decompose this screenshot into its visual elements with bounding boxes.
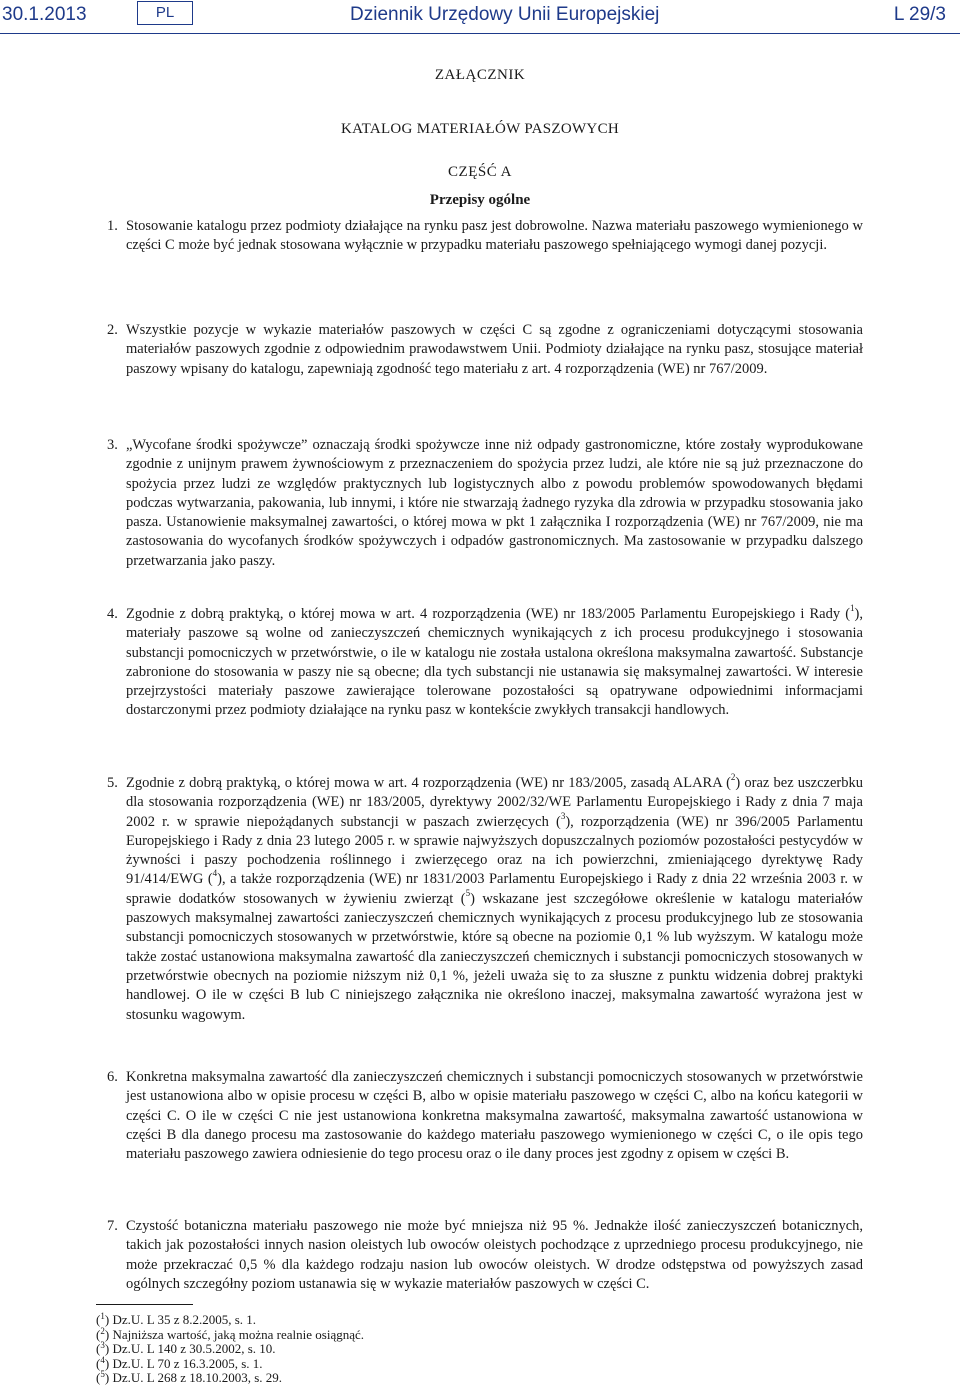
paragraph-text: „Wycofane środki spożywcze” oznaczają środki spożywcze inne niż odpady gastronomiczne, które zostały wyprodukowane zgodnie z unijnym prawem żywnościowym z przeznaczeniem do spożycia przez ludzi, ale które nie są już przeznaczone do spożycia przez ludzi ze względów praktycznych lub logistycznych albo z powodu problemów spowodowanych błędami podczas wytwarzania, pakowania, lub innymi, i które nie stwarzają żadnego ryzyka dla zdrowia w przypadku stosowania jako pasza. Ustanowienie maksymalnej zawartości, o której mowa w pkt 1 załącznika I rozporządzenia (WE) nr 767/2009, nie ma zastosowania do wycofanych środków spożywczych i odpadów gastronomicznych. Ma zastosowanie w przypadku dalszego przetwarzania jako paszy.: [126, 437, 863, 569]
paragraph-text: Czystość botaniczna materiału paszowego nie może być mniejsza niż 95 %. Jednakże ilość zanieczyszczeń botanicznych, takich jak pozostałości innych nasion oleistych lub owoców oleistych pochodzące z uprzedniego procesu produkcyjnego, nie może przekraczać 0,5 % dla każdego rodzaju nasion lub owoców oleistych. W drodze odstępstwa od powyższych zasad ogólnych szczegółny poziom ustanawia się w wykazie materiałów paszowych w części C.: [126, 1218, 863, 1292]
header-rule: [0, 33, 960, 34]
footnote-4: ($^4$) Dz.U. L 70 z 16.3.2005, s. 1.: [96, 1354, 263, 1371]
footnotes: [96, 1313, 596, 1386]
paragraph-4: [107, 605, 863, 721]
section-heading: Przepisy ogólne: [429, 192, 531, 208]
footnote-ref[interactable]: 3: [560, 810, 566, 821]
paragraph-text: Wszystkie pozycje w wykazie materiałów paszowych w części C są zgodne z ograniczeniami dotyczącymi stosowania materiałów paszowych zgodnie z odpowiednim prawodawstwem Unii. Podmioty działające na rynku pasz, stosujące materiał paszowy wpisany do katalogu, zapewniają zgodność tego materiału z art. 4 rozporządzenia (WE) nr 767/2009.: [126, 322, 863, 377]
paragraph-5: [107, 774, 863, 1025]
footnote-2: ($^2$) Najniższa wartość, jaką można realnie osiągnąć.: [96, 1325, 365, 1342]
paragraph-text: Stosowanie katalogu przez podmioty działające na rynku pasz jest dobrowolne. Nazwa materiału paszowego wymienionego w części C może być jednak stosowana wyłącznie w przypadku materiału paszowego spełniającego wymogi danej pozycji.: [126, 218, 863, 254]
paragraph-7: [107, 1217, 863, 1294]
paragraph-2: [107, 321, 863, 379]
footnote-1: ($^1$) Dz.U. L 35 z 8.2.2005, s. 1.: [96, 1311, 257, 1327]
paragraph-number: 5.: [107, 775, 118, 791]
paragraph-6: [107, 1068, 863, 1164]
paragraph-1: [107, 217, 863, 256]
footnote-ref[interactable]: 5: [465, 887, 471, 898]
paragraph-number: 6.: [107, 1069, 118, 1085]
paragraph-number: 3.: [107, 437, 118, 453]
footnote-ref[interactable]: 4: [212, 868, 218, 879]
paragraph-number: 7.: [107, 1218, 118, 1234]
footnote-3: ($^3$) Dz.U. L 140 z 30.5.2002, s. 10.: [96, 1340, 276, 1357]
footnote-ref[interactable]: 1: [850, 603, 855, 613]
footnote-ref[interactable]: 2: [730, 772, 736, 782]
catalog-heading: KATALOG MATERIAŁÓW PASZOWYCH: [340, 121, 620, 137]
paragraph-number: 4.: [107, 606, 118, 622]
paragraph-number: 1.: [107, 218, 118, 234]
annex-heading: ZAŁĄCZNIK: [434, 67, 526, 83]
paragraph-text: Konkretna maksymalna zawartość dla zanieczyszczeń chemicznych i substancji pomocniczych stosowanych w przetwórstwie jest ustanowiona albo w opisie procesu w części B, albo w opisie materiału paszowego w części C, albo na końcu kategorii w części C. O ile w części C nie jest ustanowiona konkretna maksymalna zawartość, maksymalna zawartość ustanowiona w części B dla danego procesu ma zastosowanie do każdego materiału paszowego wymienionego w części C, o ile opis tego materiału paszowego zawiera odniesienie do tego procesu oraz o ile dany proces jest zgodny z opisem w części B.: [126, 1069, 863, 1163]
paragraph-text: Zgodnie z dobrą praktyką, o której mowa w art. 4 rozporządzenia (WE) nr 183/2005, zasadą ALARA ($^2$) oraz bez uszczerbku dla stosowania rozporządzenia (WE) nr 183/2005, dyrektywy 2002/32/WE Parlamentu Europejskiego i Rady z dnia 7 maja 2002 r. w sprawie niepożądanych substancji w paszach zwierzęcych ($^3$), rozporządzenia (WE) nr 396/2005 Parlamentu Europejskiego i Rady z dnia 23 lutego 2005 r. w sprawie najwyższych dopuszczalnych poziomów pozostałości pestycydów w żywności i paszy pochodzenia roślinnego i zwierzęcego oraz na ich powierzchni, zmieniającego dyrektywę Rady 91/414/EWG ($^4$), a także rozporządzenia (WE) nr 1831/2003 Parlamentu Europejskiego i Rady z dnia 22 września 2003 r. w sprawie dodatków stosowanych w żywieniu zwierząt ($^5$) wskazane jest szczegółowe określenie w katalogu materiałów paszowych maksymalnej zawartości zanieczyszczeń chemicznych wynikających z procesu produkcyjnego lub ze stosowania substancji pomocniczych stosowanych w przetwórstwie, które są obecne na poziomie 0,1 % lub wyższym. W katalogu może także zostać ustanowiona maksymalna zawartość dla zanieczyszczeń chemicznych i substancji pomocniczych stosowanych w przetwórstwie obecnych na poziomie niższym niż 0,1 %, jeżeli uważa się to za słuszne z punktu widzenia dobrej praktyki handlowej. O ile w części B lub C niniejszego załącznika nie określono inaczej, maksymalna zawartość wyrażona jest w stosunku wagowym.: [126, 772, 864, 1023]
journal-title: Dziennik Urzędowy Unii Europejskiej: [350, 4, 660, 25]
paragraph-3: [107, 436, 863, 571]
page-reference: L 29/3: [893, 4, 946, 25]
footnote-5: ($^5$) Dz.U. L 268 z 18.10.2003, s. 29.: [96, 1369, 283, 1386]
paragraph-number: 2.: [107, 322, 118, 338]
footnote-rule: [96, 1304, 193, 1305]
part-heading: CZĘŚĆ A: [448, 164, 512, 180]
language-badge: PL: [137, 1, 193, 25]
publication-date: 30.1.2013: [2, 4, 87, 25]
paragraph-text: Zgodnie z dobrą praktyką, o której mowa w art. 4 rozporządzenia (WE) nr 183/2005 Parlamentu Europejskiego i Rady ($^1$), materiały paszowe są wolne od zanieczyszczeń chemicznych wynikających z ich procesu produkcyjnego i stosowania substancji pomocniczych w przetwórstwie, o ile w katalogu nie została ustalona określona maksymalna zawartość. Substancje zabronione do stosowania w paszy nie są obecne; dla tych substancji nie ustanawia się maksymalnej zawartości. W interesie przejrzystości materiały paszowe zawierające tolerowane pozostałości są opatrywane odpowiednimi informacjami dostarczonymi przez podmioty działające na rynku pasz w kontekście zwykłych transakcji handlowych.: [126, 603, 863, 719]
journal-header: [0, 0, 960, 34]
